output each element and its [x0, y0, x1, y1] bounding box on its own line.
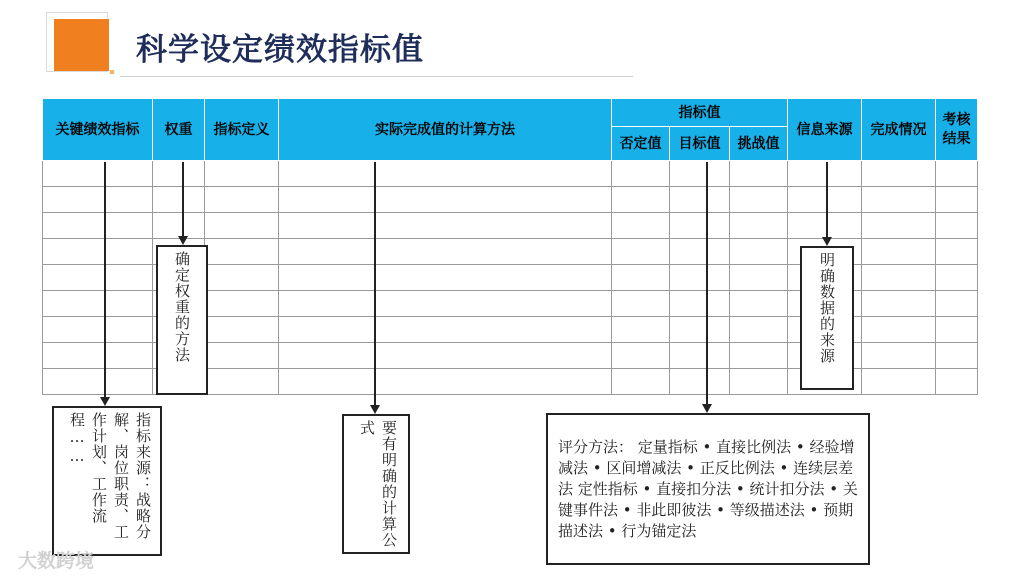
table-cell	[730, 369, 788, 395]
arrow-head-weight	[178, 236, 188, 245]
table-cell	[670, 265, 730, 291]
header-target: 目标值	[670, 127, 730, 161]
table-cell	[612, 317, 670, 343]
table-cell	[279, 369, 612, 395]
table-cell	[153, 213, 205, 239]
logo-dot	[110, 70, 114, 74]
table-cell	[936, 317, 978, 343]
data-source-text: 明确数据的来源	[818, 252, 836, 364]
table-cell	[936, 161, 978, 187]
arrow-head-source	[822, 237, 832, 246]
arrow-head-calc	[370, 405, 380, 414]
table-cell	[279, 265, 612, 291]
table-cell	[670, 187, 730, 213]
data-source-note	[800, 246, 854, 390]
weight-method-text: 确定权重的方法	[173, 251, 191, 363]
table-cell	[279, 317, 612, 343]
indicator-source-note	[52, 406, 162, 556]
arrow-line-kpi	[104, 162, 106, 398]
table-cell	[730, 213, 788, 239]
table-cell	[205, 291, 279, 317]
table-cell	[670, 343, 730, 369]
table-cell	[279, 213, 612, 239]
page-title: 科学设定绩效指标值	[136, 32, 424, 68]
table-cell	[862, 291, 936, 317]
table-cell	[788, 213, 862, 239]
table-cell	[862, 239, 936, 265]
table-cell	[205, 161, 279, 187]
calc-formula-note	[342, 414, 410, 554]
table-cell	[205, 265, 279, 291]
table-cell	[730, 239, 788, 265]
table-cell	[205, 343, 279, 369]
table-cell	[43, 291, 153, 317]
table-cell	[862, 265, 936, 291]
table-cell	[205, 317, 279, 343]
table-cell	[730, 291, 788, 317]
table-cell	[670, 239, 730, 265]
table-cell	[43, 369, 153, 395]
table-cell	[862, 343, 936, 369]
table-cell	[205, 187, 279, 213]
scoring-methods-note: 评分方法： 定量指标 • 直接比例法 • 经验增减法 • 区间增减法 • 正反比例法 • 连续层差法 定性指标 • 直接扣分法 • 统计扣分法 • 关键事件法 • 非此即彼法 • 等级描述法 • 预期描述法 • 行为锚定法	[546, 413, 870, 565]
table-cell	[205, 239, 279, 265]
table-cell	[862, 161, 936, 187]
table-cell	[730, 343, 788, 369]
header-veto: 否定值	[612, 127, 670, 161]
table-cell	[936, 291, 978, 317]
table-cell	[862, 317, 936, 343]
header-definition: 指标定义	[205, 99, 279, 161]
table-cell	[670, 317, 730, 343]
weight-method-note	[156, 245, 208, 395]
table-cell	[788, 161, 862, 187]
header-weight: 权重	[153, 99, 205, 161]
table-cell	[862, 369, 936, 395]
table-cell	[43, 187, 153, 213]
table-cell	[43, 265, 153, 291]
calc-formula-text: 要有明确的计算公式	[358, 420, 398, 548]
header-calc-method: 实际完成值的计算方法	[279, 99, 612, 161]
arrow-line-target	[706, 162, 708, 405]
table-cell	[612, 291, 670, 317]
title-underline	[120, 76, 633, 77]
table-cell	[730, 317, 788, 343]
table-cell	[670, 369, 730, 395]
table-cell	[936, 187, 978, 213]
table-cell	[730, 161, 788, 187]
table-cell	[279, 343, 612, 369]
logo-square	[54, 19, 109, 71]
table-cell	[670, 213, 730, 239]
table-cell	[862, 187, 936, 213]
header-info-source: 信息来源	[788, 99, 862, 161]
arrow-head-target	[702, 404, 712, 413]
arrow-line-weight	[182, 162, 184, 237]
table-cell	[43, 343, 153, 369]
table-cell	[936, 343, 978, 369]
header-result: 考核结果	[936, 99, 978, 161]
table-cell	[43, 239, 153, 265]
table-cell	[670, 291, 730, 317]
arrow-head-kpi	[100, 397, 110, 406]
table-cell	[612, 369, 670, 395]
table-cell	[936, 265, 978, 291]
watermark: 大数跨境	[18, 550, 95, 572]
table-cell	[153, 161, 205, 187]
table-cell	[279, 239, 612, 265]
table-cell	[730, 187, 788, 213]
table-cell	[730, 265, 788, 291]
table-cell	[279, 161, 612, 187]
table-cell	[612, 161, 670, 187]
table-cell	[612, 343, 670, 369]
table-cell	[43, 161, 153, 187]
table-cell	[936, 239, 978, 265]
table-cell	[43, 317, 153, 343]
table-cell	[862, 213, 936, 239]
table-cell	[936, 369, 978, 395]
table-cell	[612, 239, 670, 265]
header-challenge: 挑战值	[730, 127, 788, 161]
table-cell	[43, 213, 153, 239]
header-kpi: 关键绩效指标	[43, 99, 153, 161]
table-cell	[153, 187, 205, 213]
indicator-source-text: 指标来源：战略分解、岗位职责、工作计划、工作流程……	[68, 412, 152, 540]
table-cell	[205, 213, 279, 239]
header-indicator-value: 指标值	[612, 99, 788, 127]
table-cell	[279, 187, 612, 213]
arrow-line-calc	[374, 162, 376, 406]
arrow-line-source	[826, 162, 828, 238]
table-cell	[612, 213, 670, 239]
table-cell	[612, 187, 670, 213]
table-cell	[279, 291, 612, 317]
table-cell	[936, 213, 978, 239]
header-completion: 完成情况	[862, 99, 936, 161]
table-cell	[205, 369, 279, 395]
table-cell	[612, 265, 670, 291]
table-cell	[670, 161, 730, 187]
table-cell	[788, 187, 862, 213]
